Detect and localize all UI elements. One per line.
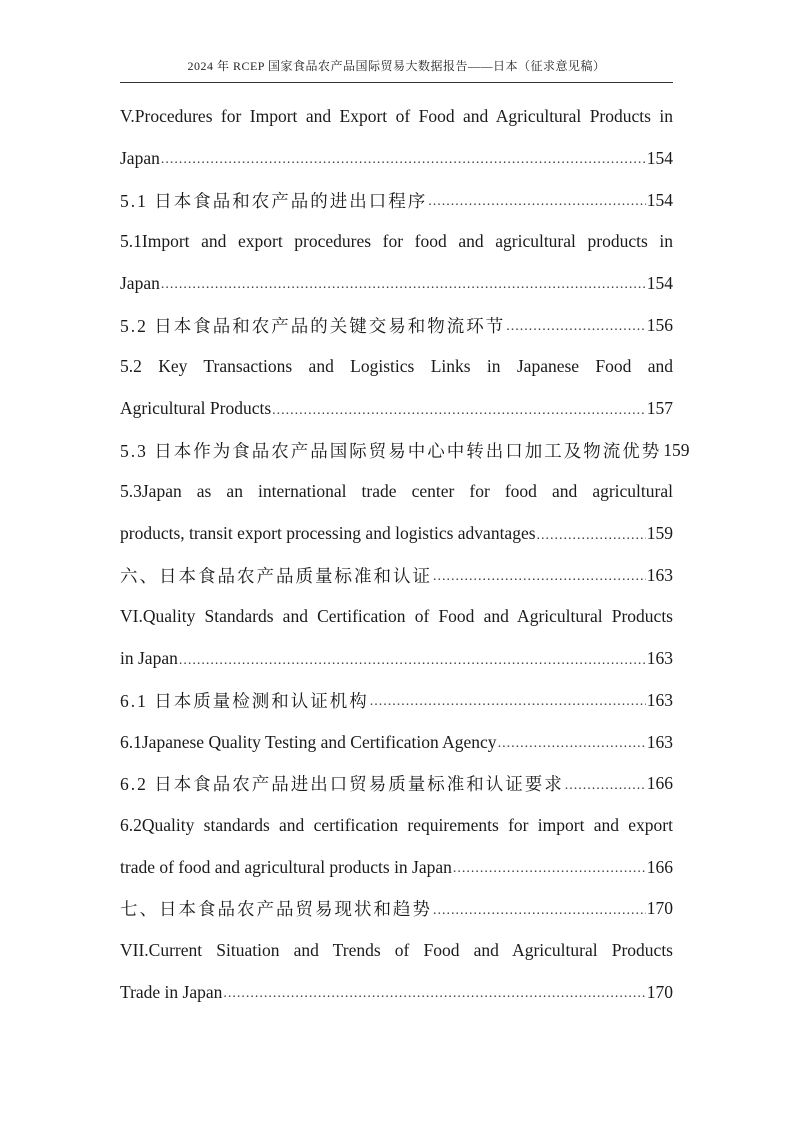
toc-entry-title: 5.1 日本食品和农产品的进出口程序 [120,190,428,211]
header-divider [120,82,673,83]
toc-entry-title: products, transit export processing and logistics advantages [120,523,536,544]
dot-leader [223,986,645,1013]
toc-entry-line[interactable]: 5.2 Key Transactions and Logistics Links in Japanese Food and [120,356,673,377]
toc-entry-title: 6.1 日本质量检测和认证机构 [120,690,369,711]
toc-page-number: 154 [646,189,673,210]
toc-entry[interactable] [120,763,673,805]
toc-entry[interactable] [120,721,673,763]
toc-entry[interactable] [120,304,673,346]
dot-leader [453,861,646,888]
toc-entry[interactable] [120,263,673,305]
toc-entry-title: 5.3 日本作为食品农产品国际贸易中心中转出口加工及物流优势 [120,440,662,461]
dot-leader [498,736,646,763]
toc-entry-title: trade of food and agricultural products in Japan [120,856,452,877]
dot-leader [565,778,646,805]
toc-entry-line[interactable]: V.Procedures for Import and Export of Food and Agricultural Products in [120,106,673,126]
dot-leader [433,903,646,930]
toc-page-number: 159 [646,523,673,544]
toc-page-number: 170 [646,898,673,919]
toc-page-number: 163 [646,689,673,710]
toc-page-number: 163 [646,731,673,752]
toc-entry-title: Japan [120,148,160,169]
toc-entry-line[interactable]: 5.3Japan as an international trade center for food and agricultural [120,481,673,502]
toc-entry-title: Japan [120,273,160,294]
toc-entry-title: Agricultural Products [120,398,272,419]
toc-entry[interactable] [120,971,673,1013]
toc-page-number: 154 [646,273,673,294]
toc-entry[interactable] [120,638,673,680]
toc-page-number: 166 [646,856,673,877]
toc-entry[interactable] [120,846,673,888]
toc-page-number: 163 [646,564,673,585]
toc-entry-line[interactable]: VI.Quality Standards and Certification of Food and Agricultural Products [120,606,673,627]
toc-page-number: 159 [663,439,690,460]
toc-page-number: 170 [646,981,673,1002]
toc-entry-title: 6.1Japanese Quality Testing and Certification Agency [120,731,497,752]
toc-entry[interactable] [120,430,690,472]
toc-entry[interactable] [120,179,673,221]
dot-leader [506,319,646,346]
toc-entry-title: 七、日本食品农产品贸易现状和趋势 [120,899,432,920]
toc-entry-title: 5.2 日本食品和农产品的关键交易和物流环节 [120,315,506,336]
page-header: 2024 年 RCEP 国家食品农产品国际贸易大数据报告——日本（征求意见稿） [187,59,606,73]
dot-leader [537,528,646,555]
dot-leader [179,653,646,680]
toc-page-number: 156 [646,314,673,335]
toc-entry[interactable] [120,513,673,555]
toc-entry-line[interactable]: VII.Current Situation and Trends of Food and Agricultural Products [120,939,673,960]
dot-leader [370,694,646,721]
dot-leader [428,194,646,221]
dot-leader [161,152,646,179]
toc-page-number: 157 [646,398,673,419]
table-of-contents [120,96,690,1013]
dot-leader [433,569,646,596]
toc-entry-title: 6.2 日本食品农产品进出口贸易质量标准和认证要求 [120,774,564,795]
toc-entry-title: in Japan [120,648,178,669]
toc-entry-title: 六、日本食品农产品质量标准和认证 [120,565,432,586]
toc-entry[interactable] [120,888,673,930]
toc-page-number: 166 [646,773,673,794]
toc-entry[interactable] [120,388,673,430]
dot-leader [272,403,646,430]
dot-leader [161,277,646,304]
toc-entry-title: Trade in Japan [120,981,223,1002]
toc-entry[interactable] [120,555,673,597]
toc-page-number: 163 [646,648,673,669]
toc-page-number: 154 [646,148,673,169]
toc-entry[interactable] [120,138,673,180]
toc-entry-line[interactable]: 5.1Import and export procedures for food and agricultural products in [120,231,673,252]
toc-entry[interactable] [120,680,673,722]
toc-entry-line[interactable]: 6.2Quality standards and certification requirements for import and export [120,814,673,835]
